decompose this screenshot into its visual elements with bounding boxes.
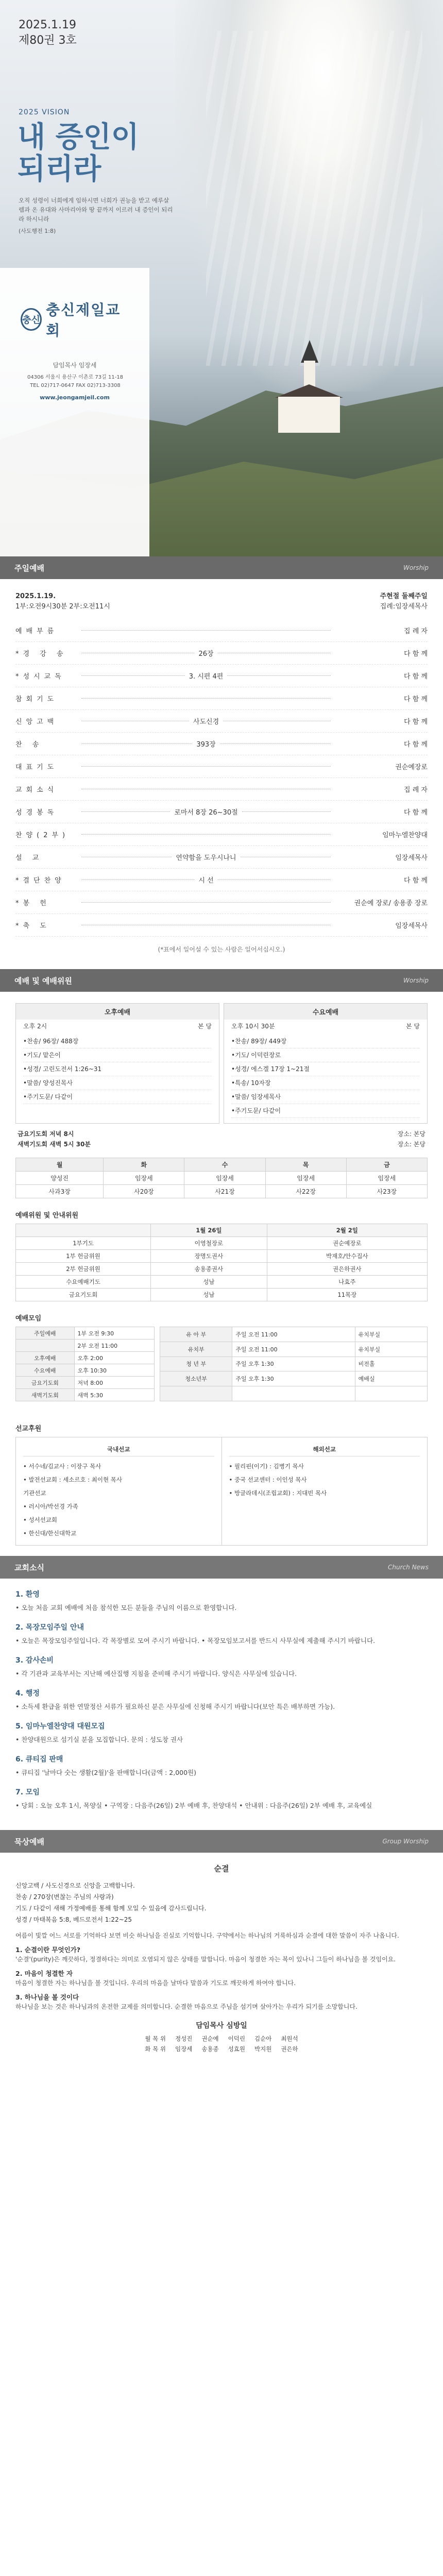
worship-row-label: 찬 송 <box>15 741 43 749</box>
visitation-cell: 권순예 <box>201 2035 219 2042</box>
mission-item: • 러시아/박선경 가족 <box>23 1503 78 1510</box>
news-item-title: 3. 감사손비 <box>15 1656 54 1665</box>
meditation-paragraph: 하나님을 보는 것은 하나님과의 온전한 교제를 의미합니다. 순결한 마음으로 주님을 섬기며 살아가는 우리가 되기를 소망합니다. <box>15 2003 357 2010</box>
staff-row <box>16 1289 428 1301</box>
worship-section-header: 주일예배 Worship <box>0 556 443 579</box>
worship-row-label: 찬양(2부) <box>15 832 70 839</box>
news-item-title: 1. 환영 <box>15 1590 40 1599</box>
worship-row-detail: 사도신경 <box>193 718 219 726</box>
meeting-time: 저녁 8:00 <box>74 1377 154 1389</box>
worship-row <box>15 710 428 733</box>
news-item <box>15 1688 428 1713</box>
meeting-row <box>160 1357 428 1371</box>
leader-dots <box>81 698 331 699</box>
meditation-paragraph: '순결'(purity)은 깨끗하다, 정결하다는 의미로 오염되지 않은 상태를 말합니다. 마음이 청결한 자는 복이 있나니 그들이 하나님을 볼 것임이요. <box>15 1956 396 1963</box>
visitation-cell: 화 목 위 <box>145 2045 166 2053</box>
worship-row-detail: 3. 시편 4편 <box>189 673 224 681</box>
staff-row <box>16 1276 428 1289</box>
scripture-cell: 사21장 <box>184 1185 265 1198</box>
staff-header: 2월 2일 <box>267 1224 427 1237</box>
service-order-item: •찬송/ 96장/ 488장 <box>23 1035 212 1048</box>
scripture-cell: 사과3장 <box>16 1185 104 1198</box>
staff-header <box>16 1224 151 1237</box>
leader-dots <box>227 675 331 676</box>
preacher-cell: 임장세 <box>346 1172 427 1185</box>
staff-cell: 권은하권사 <box>267 1263 427 1276</box>
service-order-item: •말씀/ 임장세목사 <box>231 1090 420 1104</box>
worship-row-detail: 연약함을 도우시나니 <box>176 854 236 862</box>
scripture-cell: 사20장 <box>104 1185 184 1198</box>
meditation-meta-line: 기도 / 다같이 새해 가정예배를 통해 함께 모일 수 있음에 감사드립니다. <box>15 1905 207 1912</box>
prayer-meeting-times: 금요기도회 저녁 8시 새벽기도회 새벽 5시 30분 장소: 본당 장소: 본당 <box>18 1130 425 1148</box>
news-item-title: 4. 행정 <box>15 1689 40 1698</box>
meditation-meta-line: 찬송 / 270장(변찮는 주님의 사랑과) <box>15 1893 114 1901</box>
worship-row-label: *성시교독 <box>15 673 65 681</box>
dept-place: 유치부실 <box>355 1342 427 1357</box>
dept-name: 청 년 부 <box>160 1357 232 1371</box>
church-info-box <box>0 268 149 556</box>
meditation-body <box>15 1930 428 2012</box>
worship-row-label: 신앙고백 <box>15 718 58 726</box>
worship-row-leader: 임장세목사 <box>395 922 428 930</box>
leader-dots <box>81 811 170 812</box>
meeting-row <box>160 1371 428 1386</box>
meeting-name <box>16 1340 75 1352</box>
visitation-cell: 월 목 위 <box>145 2035 166 2042</box>
news-item-body: • 오늘은 목장모임주일입니다. 각 목장별로 모여 주시기 바랍니다. • 목장모임보고서를 반드시 사무실에 제출해 주시기 바랍니다. <box>15 1637 376 1645</box>
worship-row-label: 설 교 <box>15 854 43 862</box>
worship-row-label: *축 도 <box>15 922 50 930</box>
worship-row <box>15 846 428 869</box>
meeting-time: 오후 10:30 <box>74 1364 154 1377</box>
meeting-row <box>16 1327 155 1340</box>
leader-dots <box>220 743 331 744</box>
visitation-title: 담임목사 심방일 <box>196 2022 247 2030</box>
staff-row <box>16 1250 428 1263</box>
cover-title: 내 증인이 되리라 <box>18 121 139 186</box>
worship-times: 1부:오전9시30분 2부:오전11시 <box>15 603 110 611</box>
worship-row-leader: 다 함 께 <box>404 877 428 885</box>
meditation-meta-line: 신앙고백 / 사도신경으로 신앙을 고백합니다. <box>15 1882 135 1889</box>
worship-row-detail: 26장 <box>198 650 214 658</box>
wednesday-service-card: 수요예배 오후 10시 30분 본 당 •찬송/ 89장/ 449장 •기도/ 이덕린장로 •성경/ 에스겔 17장 1~21절 •특송/ 10자장 •말씀/ 임장세목사 •주기도문/ 다같이 <box>224 1003 428 1124</box>
worship-row-label: 대표기도 <box>15 764 58 771</box>
leader-dots <box>81 675 185 676</box>
dept-place: 비전홀 <box>355 1357 427 1371</box>
staff-cell: 이영철장로 <box>151 1237 267 1250</box>
day-header: 목 <box>265 1158 346 1172</box>
day-header: 화 <box>104 1158 184 1172</box>
worship-row-leader: 다 함 께 <box>404 696 428 703</box>
mission-item: • 서수네/김교사 : 이장구 목사 <box>23 1463 101 1470</box>
worship-note: (*표에서 일어설 수 있는 사람은 일어서십시오.) <box>158 946 285 953</box>
staff-cell: 권순예장로 <box>267 1237 427 1250</box>
staff-cell: 11목장 <box>267 1289 427 1301</box>
church-logo <box>21 301 129 339</box>
meeting-row <box>16 1340 155 1352</box>
preacher-cell: 임장세 <box>265 1172 346 1185</box>
worship-row-leader: 임장세목사 <box>395 854 428 862</box>
meetings-right-table <box>160 1327 428 1401</box>
worship-row-leader: 집 례 자 <box>404 628 428 635</box>
leader-dots <box>81 766 331 767</box>
staff-row <box>16 1263 428 1276</box>
staff-cell: 장명도권사 <box>151 1250 267 1263</box>
visitation-cell: 권은하 <box>281 2045 298 2053</box>
meditation-heading: 2. 마음이 청결한 자 <box>15 1970 73 1977</box>
news-item-body: • 소득세 환급을 위한 연말정산 서류가 필요하신 분은 사무실에 신청해 주시기 바랍니다(보안 특은 배부하면 가능). <box>15 1703 335 1710</box>
dept-time: 주일 오전 11:00 <box>232 1327 355 1342</box>
meditation-heading: 1. 순결이란 무엇인가? <box>15 1946 81 1954</box>
leader-dots <box>81 879 194 880</box>
church-website-link[interactable]: www.jeongamjeil.com <box>40 394 110 401</box>
preacher-cell: 임장세 <box>184 1172 265 1185</box>
mission-item: • 필리핀(이기) : 김병기 목사 <box>229 1463 304 1470</box>
meetings-left-table <box>15 1327 155 1401</box>
worship-row-label: *경 강 송 <box>15 650 67 658</box>
meditation-paragraph: 여름이 빛깔 어느 서로를 기억하다 보면 비슷 하나님을 진실로 기억합니다. 구약에서는 하나님의 거룩하심과 순결에 대한 말씀이 자주 나옵니다. <box>15 1932 399 1939</box>
worship-row-detail: 로마서 8장 26~30절 <box>174 809 238 817</box>
worship-row-leader: 다 함 께 <box>404 741 428 749</box>
staff-header: 1월 26일 <box>151 1224 267 1237</box>
news-item-body: • 큐티집 '날마다 숫는 생활(2월)'을 판매합니다(금액 : 2,000원) <box>15 1769 197 1776</box>
staff-cell: 박재호/안수집사 <box>267 1250 427 1263</box>
visitation-cell: 이덕린 <box>228 2035 245 2042</box>
meeting-name: 금요기도회 <box>16 1377 75 1389</box>
worship-row-label: 예배부름 <box>15 628 58 635</box>
day-header: 수 <box>184 1158 265 1172</box>
worship-row-label: *결단찬양 <box>15 877 65 885</box>
visitation-cell: 임장세 <box>175 2045 193 2053</box>
service-order-item: •말씀/ 양성진목사 <box>23 1076 212 1090</box>
cover-verse: 오직 성령이 너희에게 임하시면 너희가 권능을 받고 예루살렘과 온 유대와 사마리아와 땅 끝까지 이르러 내 증인이 되리라 하시니라 <box>19 197 173 223</box>
staff-cell: 1부기도 <box>16 1237 151 1250</box>
staff-cell: 금요기도회 <box>16 1289 151 1301</box>
meeting-time: 1부 오전 9:30 <box>74 1327 154 1340</box>
news-item <box>15 1754 428 1778</box>
staff-cell: 수요예배기도 <box>16 1276 151 1289</box>
meeting-row <box>160 1386 428 1401</box>
worship-row-leader: 권순예 장로/ 송용종 장로 <box>354 900 428 907</box>
dawn-prayer-table <box>15 1158 428 1198</box>
news-item-body: • 찬양대원으로 섬기실 분을 모집합니다. 문의 : 성도창 권사 <box>15 1736 183 1743</box>
meditation-heading: 3. 하나님을 볼 것이다 <box>15 1993 79 2001</box>
church-logo-icon: 충신 <box>21 308 42 331</box>
meetings-title: 예배모임 <box>15 1315 42 1323</box>
news-item <box>15 1589 428 1614</box>
day-header: 금 <box>346 1158 427 1172</box>
worship-row-leader: 임마누엘찬양대 <box>382 832 428 839</box>
staff-cell: 성남 <box>151 1276 267 1289</box>
worship-row-label: 참회기도 <box>15 696 58 703</box>
dept-place: 예배실 <box>355 1371 427 1386</box>
leader-dots <box>81 834 331 835</box>
news-item-title: 7. 모임 <box>15 1788 40 1797</box>
dept-time: 주일 오후 1:30 <box>232 1371 355 1386</box>
worship-row-leader: 다 함 께 <box>404 673 428 681</box>
visitation-cell: 성효원 <box>228 2045 245 2053</box>
meeting-row <box>16 1377 155 1389</box>
worship-row <box>15 801 428 823</box>
mission-item: • 한신대/한신대학교 <box>23 1530 77 1537</box>
meeting-time: 2부 오전 11:00 <box>74 1340 154 1352</box>
staff-cell: 2부 헌금위원 <box>16 1263 151 1276</box>
service-order-item: •성경/ 고린도전서 1:26~31 <box>23 1062 212 1076</box>
afternoon-service-card: 오후예배 오후 2시 본 당 •찬송/ 96장/ 488장 •기도/ 맡은이 •성경/ 고린도전서 1:26~31 •말씀/ 양성진목사 •주기도문/ 다같이 <box>15 1003 219 1124</box>
service-order-item: •기도/ 맡은이 <box>23 1048 212 1062</box>
dept-name: 청소년부 <box>160 1371 232 1386</box>
worship-row-label: *봉 헌 <box>15 900 50 907</box>
worship-date: 2025.1.19. <box>15 592 56 600</box>
service-order-item: •특송/ 10자장 <box>231 1076 420 1090</box>
leader-dots <box>218 879 331 880</box>
worship-row-leader: 집 례 자 <box>404 786 428 794</box>
mission-item: • 성서선교회 <box>23 1516 57 1523</box>
staff-cell: 나효주 <box>267 1276 427 1289</box>
scripture-cell: 사22장 <box>265 1185 346 1198</box>
leader-dots <box>242 811 331 812</box>
dept-place: 유치부실 <box>355 1327 427 1342</box>
meditation-title: 순결 <box>214 1864 229 1873</box>
worship-row <box>15 869 428 891</box>
leader-dots <box>81 743 192 744</box>
schedule-section-header: 예배 및 예배위원 Worship <box>0 969 443 992</box>
meditation-meta <box>15 1880 428 1925</box>
worship-row <box>15 619 428 642</box>
news-item <box>15 1787 428 1811</box>
staff-cell: 송용종권사 <box>151 1263 267 1276</box>
meeting-time: 새벽 5:30 <box>74 1389 154 1401</box>
worship-row-leader: 다 함 께 <box>404 650 428 658</box>
news-item <box>15 1721 428 1745</box>
dept-time: 주일 오전 11:00 <box>232 1342 355 1357</box>
visitation-cell: 최원석 <box>281 2035 298 2042</box>
worship-row <box>15 642 428 665</box>
church-news-list <box>0 1579 443 1830</box>
news-section-header: 교회소식 Church News <box>0 1556 443 1579</box>
bulletin-date: 2025.1.19 제80권 3호 <box>19 19 77 47</box>
service-order-item: •성경/ 에스겔 17장 1~21절 <box>231 1062 420 1076</box>
meeting-name: 주일예배 <box>16 1327 75 1340</box>
dept-time <box>232 1386 355 1401</box>
domestic-mission: 국내선교 • 서수네/김교사 : 이장구 목사 • 발전선교회 : 세소르호 : 최이현 목사 기관선교 • 러시아/박선경 가족 • 성서선교회 • 한신대/한신대학교 <box>16 1437 222 1545</box>
visitation-cell: 김순아 <box>254 2035 272 2042</box>
worship-row <box>15 665 428 687</box>
worship-row-detail: 시 선 <box>198 877 214 885</box>
service-staff-title: 예배위원 및 안내위원 <box>15 1212 79 1219</box>
meditation-section <box>0 1853 443 2074</box>
worship-row-label: 교회소식 <box>15 786 58 794</box>
worship-row-detail: 393장 <box>196 741 216 749</box>
worship-row <box>15 733 428 755</box>
worship-rows <box>15 619 428 937</box>
meditation-section-header: 묵상예배 Group Worship <box>0 1830 443 1853</box>
church-name: 충신제일교회 <box>46 301 121 339</box>
staff-cell: 성남 <box>151 1289 267 1301</box>
liturgical-title: 주현절 둘째주일 <box>380 592 428 600</box>
meeting-row <box>160 1327 428 1342</box>
worship-row-label: 성경봉독 <box>15 809 58 817</box>
visitation-cell: 송용종 <box>201 2045 219 2053</box>
meeting-name: 새벽기도회 <box>16 1389 75 1401</box>
worship-row-leader: 권순예장로 <box>395 764 428 771</box>
leader-dots <box>81 630 331 631</box>
worship-row-leader: 다 함 께 <box>404 809 428 817</box>
dept-name: 유 아 부 <box>160 1327 232 1342</box>
mission-item: 기관선교 <box>23 1489 46 1497</box>
mission-title: 선교후원 <box>15 1425 42 1433</box>
mission-support <box>0 1413 443 1556</box>
news-item-title: 5. 임마누엘찬양대 대원모집 <box>15 1722 105 1731</box>
news-item-body: • 오늘 처음 교회 예배에 처음 참석한 모든 분들을 주님의 이름으로 환영합니다. <box>15 1604 237 1612</box>
service-order-item: •기도/ 이덕린장로 <box>231 1048 420 1062</box>
visitation-cell: 정성진 <box>175 2035 193 2042</box>
worship-row <box>15 891 428 914</box>
mission-item: • 발전선교회 : 세소르호 : 최이현 목사 <box>23 1476 122 1483</box>
worship-row <box>15 914 428 937</box>
dept-time: 주일 오후 1:30 <box>232 1357 355 1371</box>
dept-name <box>160 1386 232 1401</box>
worship-order <box>0 579 443 969</box>
service-order-item: •주기도문/ 다같이 <box>23 1090 212 1104</box>
overseas-mission: 해외선교 • 필리핀(이기) : 김병기 목사 • 중국 선교센터 : 이인성 목사 • 방글라데시(조립교회) : 지대빈 목사 <box>222 1437 428 1545</box>
visitation-grid <box>15 2035 428 2053</box>
worship-row-leader: 다 함 께 <box>404 718 428 726</box>
meeting-row <box>16 1389 155 1401</box>
preacher-cell: 양성진 <box>16 1172 104 1185</box>
worship-row <box>15 778 428 801</box>
news-item <box>15 1622 428 1647</box>
service-staff-table <box>15 1224 428 1301</box>
visitation-cell: 박지원 <box>254 2045 272 2053</box>
pastor-name: 담임목사 임장세 <box>53 362 97 369</box>
news-item-body: • 당회 : 오늘 오후 1시, 목양실 • 구역장 : 다음주(26일) 2부 예배 후, 찬양대석 • 안내위 : 다음주(26일) 2부 예배 후, 교육예실 <box>15 1802 372 1809</box>
worship-row <box>15 687 428 710</box>
leader-dots <box>81 902 331 903</box>
scripture-cell: 사23장 <box>346 1185 427 1198</box>
verse-reference: (사도행전 1:8) <box>19 228 56 234</box>
church-building-illustration <box>278 361 340 443</box>
mission-item: • 방글라데시(조립교회) : 지대빈 목사 <box>229 1489 327 1497</box>
church-address: 04306 서울시 용산구 이촌로 73길 11-18 TEL 02)717-0647 FAX 02)713-3308 <box>27 375 124 388</box>
meeting-row <box>16 1352 155 1364</box>
staff-row <box>16 1237 428 1250</box>
service-order-item: •주기도문/ 다같이 <box>231 1104 420 1118</box>
meetings-grid <box>15 1327 428 1401</box>
worship-row <box>15 755 428 778</box>
news-item-title: 2. 목장모임주일 안내 <box>15 1623 84 1632</box>
day-header: 월 <box>16 1158 104 1172</box>
dept-place <box>355 1386 427 1401</box>
news-item-body: • 각 기관과 교육부서는 지난해 예산집행 지침을 준비해 주시기 바랍니다. 양식은 사무실에 있습니다. <box>15 1670 297 1677</box>
schedule-section <box>0 992 443 1413</box>
meeting-name: 수요예배 <box>16 1364 75 1377</box>
preacher-cell: 임장세 <box>104 1172 184 1185</box>
light-rays <box>206 31 422 366</box>
meeting-row <box>160 1342 428 1357</box>
vision-label: 2025 VISION <box>19 108 70 116</box>
staff-cell: 1부 헌금위원 <box>16 1250 151 1263</box>
meeting-time: 오후 2:00 <box>74 1352 154 1364</box>
news-item-title: 6. 큐티집 판매 <box>15 1755 63 1764</box>
dept-name: 유치부 <box>160 1342 232 1357</box>
meditation-paragraph: 마음이 청결한 자는 하나님을 볼 것입니다. 우리의 마음을 날마다 말씀과 기도로 깨끗하게 하여야 합니다. <box>15 1979 296 1987</box>
meeting-row <box>16 1364 155 1377</box>
service-order-item: •찬송/ 89장/ 449장 <box>231 1035 420 1048</box>
mission-item: • 중국 선교센터 : 이인성 목사 <box>229 1476 307 1483</box>
worship-row <box>15 823 428 846</box>
officiant: 집례:임장세목사 <box>380 603 428 611</box>
cover <box>0 0 443 556</box>
meeting-name: 오후예배 <box>16 1352 75 1364</box>
meditation-meta-line: 성경 / 마태복음 5:8, 베드로전서 1:22~25 <box>15 1916 132 1923</box>
news-item <box>15 1655 428 1680</box>
